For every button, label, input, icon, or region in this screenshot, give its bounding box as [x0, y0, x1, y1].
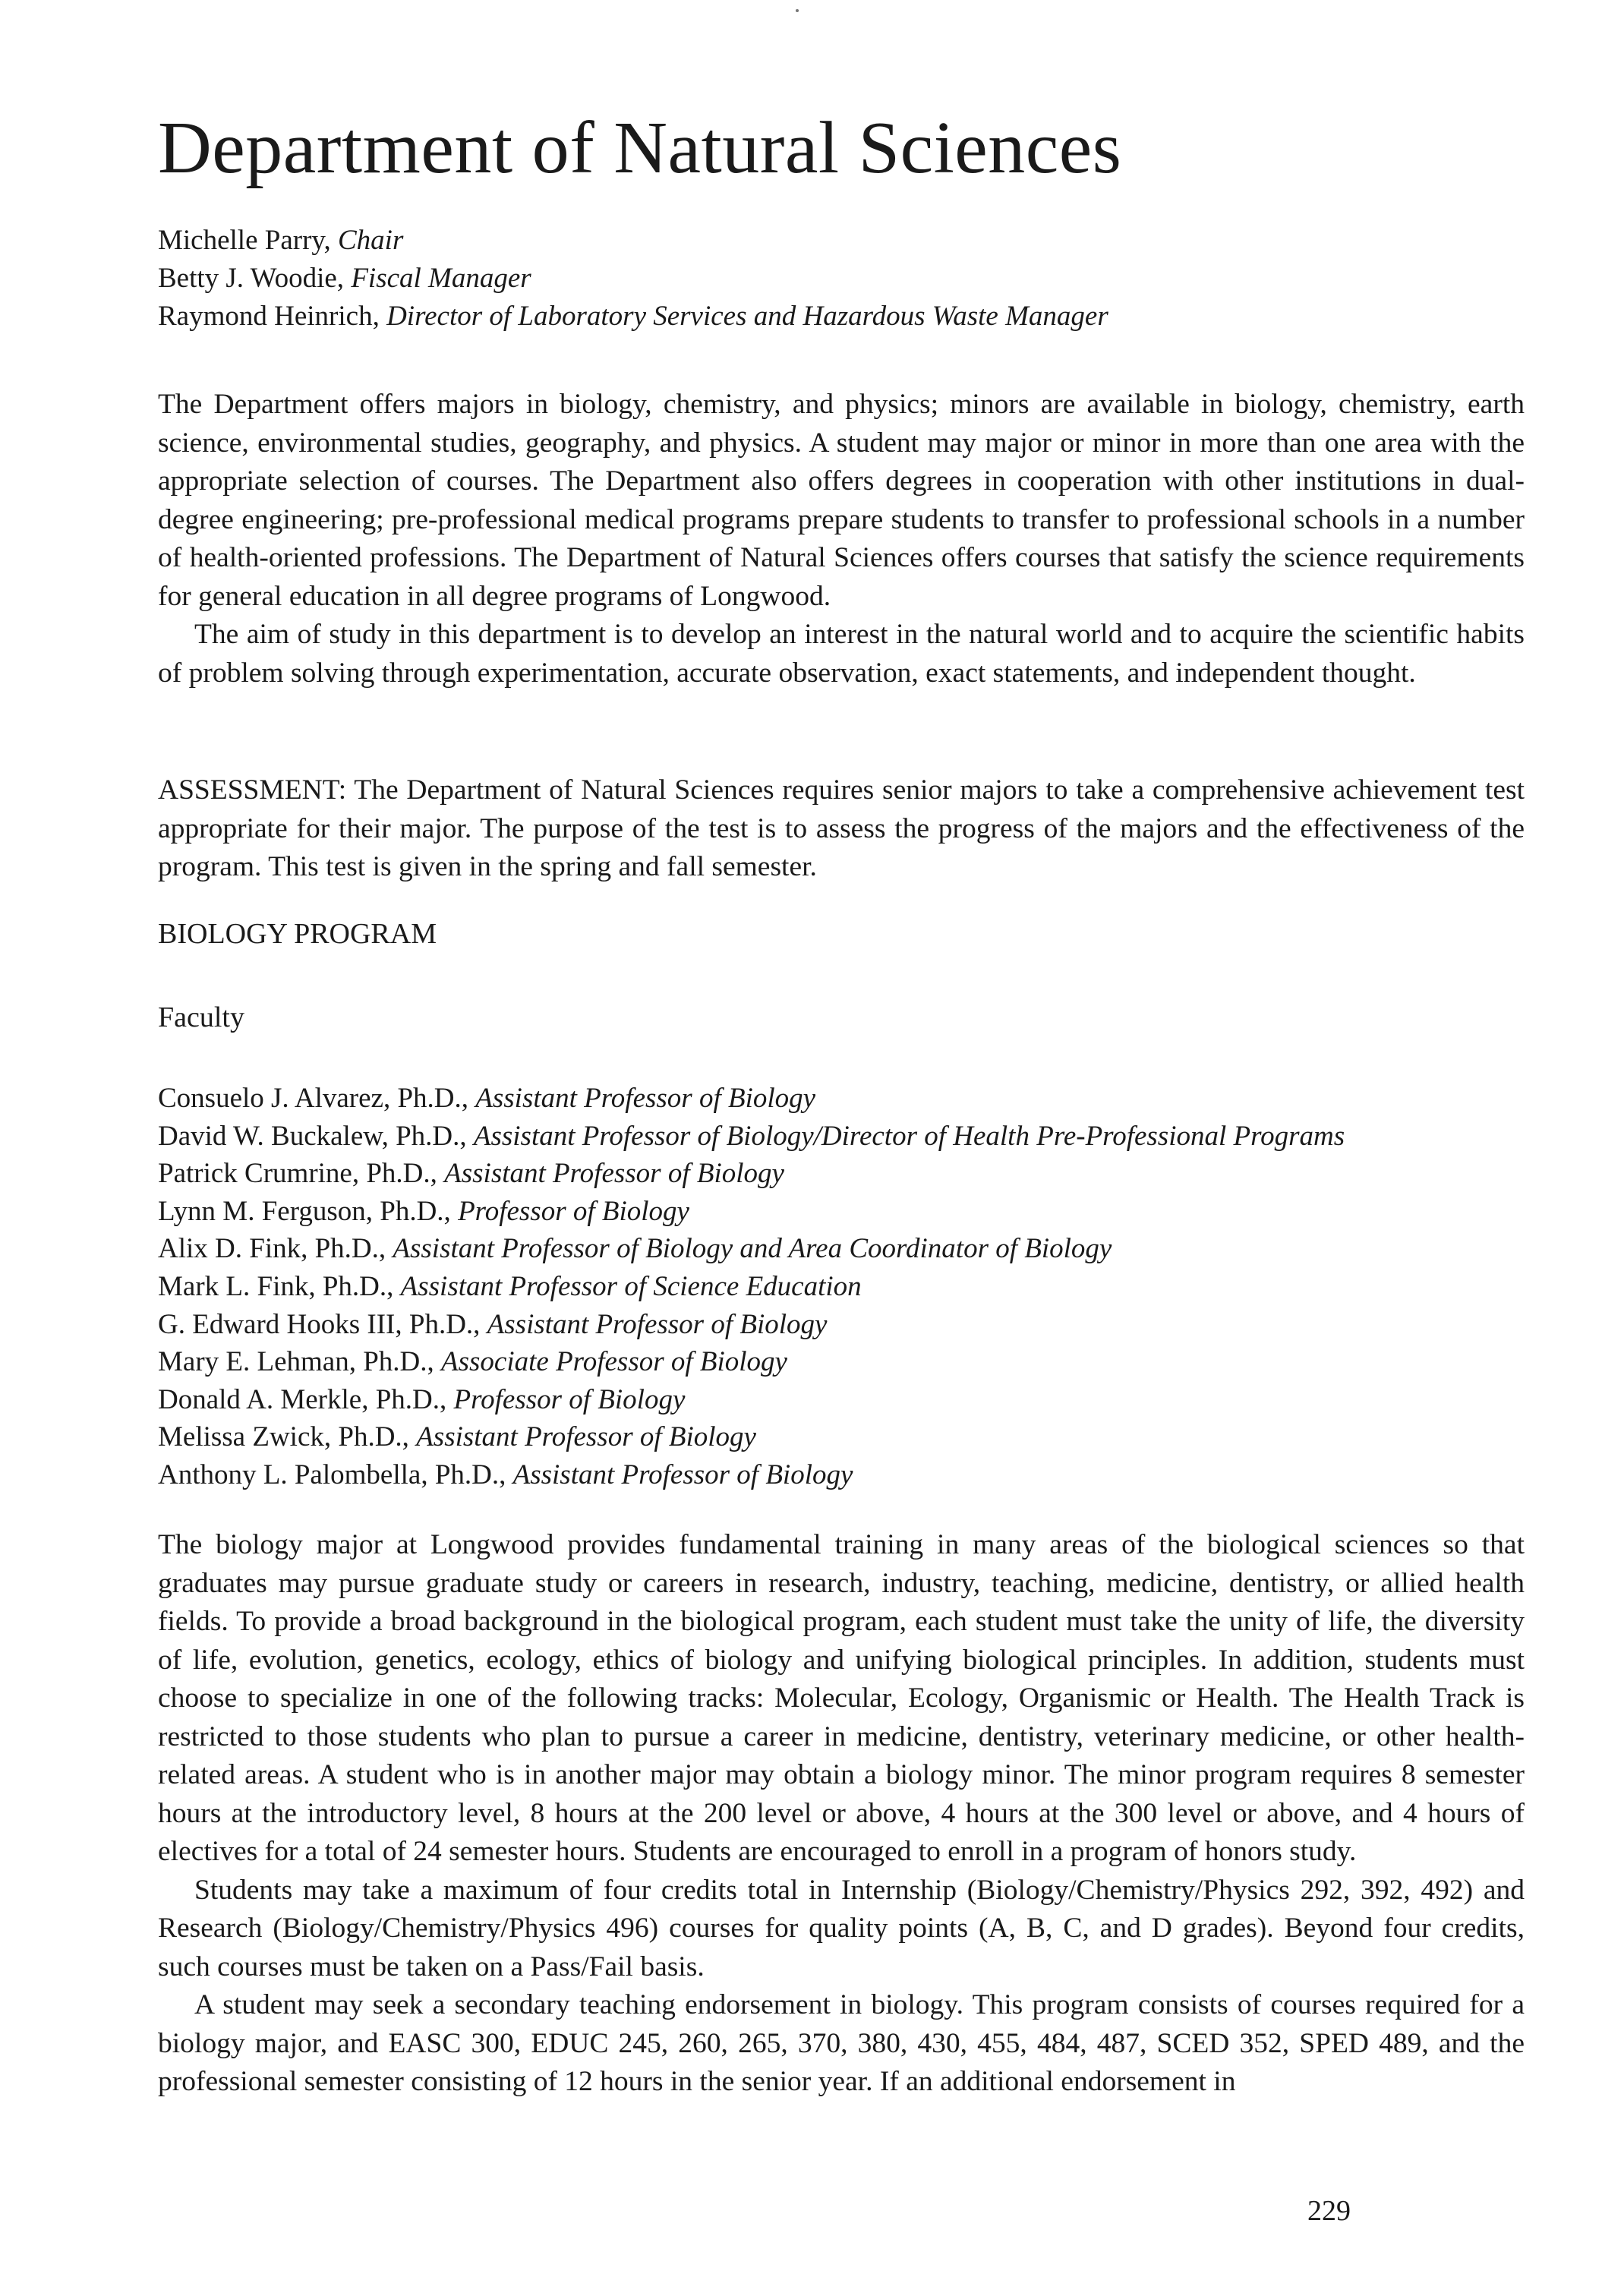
- subheading-faculty: Faculty: [158, 1001, 244, 1033]
- scan-speck: [796, 9, 799, 12]
- faculty-name: Donald A. Merkle, Ph.D.,: [158, 1383, 454, 1415]
- faculty-name: Patrick Crumrine, Ph.D.,: [158, 1158, 445, 1190]
- major-paragraph: The biology major at Longwood provides fundamental training in many areas of the biological sciences so that graduates may pursue graduate study or careers in research, industry, teaching, medicine, dentistry, or allied health fields. To provide a broad background in the biological program, each student must take the unity of life, the diversity of life, evolution, genetics, ecology, ethics of biology and unifying biological principles. In addition, students must choose to specialize in one of the following tracks: Molecular, Ecology, Organismic or Health. The Health Track is restricted to those students who plan to pursue a career in medicine, dentistry, veterinary medicine, or other health-related areas. A student who is in another major may obtain a biology minor. The minor program requires 8 semester hours at the introductory level, 8 hours at the 200 level or above, 4 hours at the 300 level or above, and 4 hours of electives for a total of 24 semester hours. Students are encouraged to enroll in a program of honors study.: [158, 1529, 1525, 1867]
- faculty-title: Assistant Professor of Biology: [512, 1459, 853, 1490]
- staff-name: Betty J. Woodie,: [158, 263, 352, 294]
- intro-paragraph: The Department offers majors in biology, chemistry, and physics; minors are available in biology, chemistry, earth science, environmental studies, geography, and physics. A student may major or minor in more than one area with the appropriate selection of courses. The Department also offers degrees in cooperation with other institutions in dual-degree engineering; pre-professional medical programs prepare students to transfer to professional schools in a number of health-oriented professions. The Department of Natural Sciences offers courses that satisfy the science requirements for general education in all degree programs of Longwood.: [158, 389, 1525, 612]
- staff-item: [158, 222, 1108, 260]
- intro-paragraph: The aim of study in this department is to develop an interest in the natural world and to acquire the scientific habits of problem solving through experimentation, accurate observation, exact statements, and independent thought.: [158, 619, 1525, 689]
- faculty-item: [158, 1456, 1345, 1494]
- faculty-item: [158, 1343, 1345, 1381]
- section-heading-biology-program: BIOLOGY PROGRAM: [158, 918, 437, 950]
- faculty-item: [158, 1381, 1345, 1419]
- staff-item: [158, 298, 1108, 336]
- staff-role: Fiscal Manager: [351, 263, 531, 294]
- major-paragraph: Students may take a maximum of four credits total in Internship (Biology/Chemistry/Physics 292, 392, 492) and Research (Biology/Chemistry/Physics 496) courses for quality points (A, B, C, and D grades). Beyond four credits, such courses must be taken on a Pass/Fail basis.: [158, 1874, 1525, 1982]
- faculty-name: David W. Buckalew, Ph.D.,: [158, 1120, 474, 1152]
- faculty-title: Assistant Professor of Biology: [487, 1308, 828, 1340]
- staff-item: [158, 260, 1108, 298]
- faculty-title: Assistant Professor of Biology: [475, 1083, 816, 1114]
- page-title: Department of Natural Sciences: [158, 107, 1122, 189]
- assessment-paragraph: ASSESSMENT: The Department of Natural Sciences requires senior majors to take a comprehensive achievement test appropriate for their major. The purpose of the test is to assess the progress of the majors and the effectiveness of the program. This test is given in the spring and fall semester.: [158, 774, 1525, 882]
- faculty-item: [158, 1306, 1345, 1344]
- faculty-title: Assistant Professor of Biology/Director of Health Pre-Professional Programs: [473, 1120, 1345, 1152]
- faculty-title: Associate Professor of Biology: [441, 1346, 787, 1378]
- faculty-name: Mark L. Fink, Ph.D.,: [158, 1270, 401, 1302]
- faculty-name: Lynn M. Ferguson, Ph.D.,: [158, 1195, 459, 1227]
- faculty-item: [158, 1418, 1345, 1456]
- staff-name: Michelle Parry,: [158, 225, 338, 256]
- department-intro: [158, 386, 1525, 692]
- staff-list: [158, 222, 1108, 336]
- faculty-item: [158, 1193, 1345, 1231]
- page-number: 229: [1307, 2195, 1351, 2227]
- faculty-title: Professor of Biology: [453, 1383, 686, 1415]
- faculty-name: Anthony L. Palombella, Ph.D.,: [158, 1459, 513, 1490]
- staff-role: Director of Laboratory Services and Hazardous Waste Manager: [386, 301, 1108, 332]
- faculty-item: [158, 1118, 1345, 1156]
- faculty-title: Assistant Professor of Science Education: [400, 1270, 862, 1302]
- faculty-name: G. Edward Hooks III, Ph.D.,: [158, 1308, 487, 1340]
- staff-role: Chair: [338, 225, 404, 256]
- faculty-item: [158, 1155, 1345, 1193]
- faculty-title: Assistant Professor of Biology and Area Coordinator of Biology: [393, 1233, 1112, 1265]
- biology-major-description: [158, 1526, 1525, 2102]
- faculty-name: Melissa Zwick, Ph.D.,: [158, 1421, 417, 1453]
- faculty-item: [158, 1080, 1345, 1118]
- staff-name: Raymond Heinrich,: [158, 301, 387, 332]
- faculty-name: Mary E. Lehman, Ph.D.,: [158, 1346, 442, 1378]
- faculty-list: [158, 1080, 1345, 1494]
- faculty-item: [158, 1230, 1345, 1268]
- faculty-name: Alix D. Fink, Ph.D.,: [158, 1233, 393, 1265]
- faculty-title: Assistant Professor of Biology: [416, 1421, 756, 1453]
- faculty-title: Professor of Biology: [458, 1195, 689, 1227]
- faculty-name: Consuelo J. Alvarez, Ph.D.,: [158, 1083, 476, 1114]
- major-paragraph: A student may seek a secondary teaching endorsement in biology. This program consists of courses required for a biology major, and EASC 300, EDUC 245, 260, 265, 370, 380, 430, 455, 484, 487, SCED 352, SPED 489, and the professional semester consisting of 12 hours in the senior year. If an additional endorsement in: [158, 1989, 1525, 2097]
- faculty-item: [158, 1268, 1345, 1306]
- faculty-title: Assistant Professor of Biology: [444, 1158, 784, 1190]
